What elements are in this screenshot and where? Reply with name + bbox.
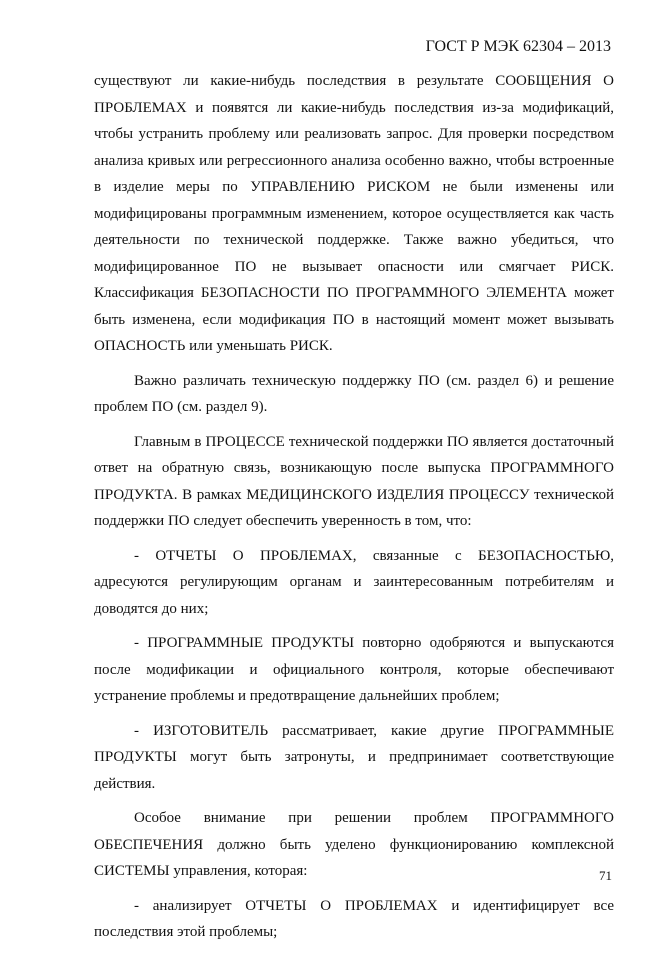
document-body [94,68,614,954]
list-item-reports: - ОТЧЕТЫ О ПРОБЛЕМАХ, связанные с БЕЗОПАСНОСТЬЮ, адресуются регулирующим органам и заинтересованным потребителям и доводятся до них; [94,547,614,617]
paragraph-distinction: Важно различать техническую поддержку ПО (см. раздел 6) и решение проблем ПО (см. раздел 9). [94,372,614,415]
page-number: 71 [599,868,612,883]
paragraph-special-attention: Особое внимание при решении проблем ПРОГРАММНОГО ОБЕСПЕЧЕНИЯ должно быть уделено функционированию комплексной СИСТЕМЫ управления, которая: [94,810,614,879]
list-item-manufacturer: - ИЗГОТОВИТЕЛЬ рассматривает, какие другие ПРОГРАММНЫЕ ПРОДУКТЫ могут быть затронуты, и предпринимает соответствующие действия. [94,722,614,792]
paragraph-continuation: существуют ли какие-нибудь последствия в результате СООБЩЕНИЯ О ПРОБЛЕМАХ и появятся ли какие-нибудь последствия из-за модификаций, чтобы устранить проблему или реализовать запрос. Для проверки посредством анализа кривых или регрессионного анализа особенно важно, чтобы встроенные в изделие меры по УПРАВЛЕНИЮ РИСКОМ не были изменены или модифицированы программным изменением, которое осуществляется как часть деятельности по технической поддержке. Также важно убедиться, что модифицированное ПО не вызывает опасности или смягчает РИСК. Классификация БЕЗОПАСНОСТИ ПО ПРОГРАММНОГО ЭЛЕМЕНТА может быть изменена, если модификация ПО в настоящий момент может вызывать ОПАСНОСТЬ или уменьшать РИСК. [94,73,614,354]
list-item-products: - ПРОГРАММНЫЕ ПРОДУКТЫ повторно одобряются и выпускаются после модификации и официального контроля, которые обеспечивают устранение проблемы и предотвращение дальнейших проблем; [94,635,614,704]
list-item-analyzes: - анализирует ОТЧЕТЫ О ПРОБЛЕМАХ и идентифицирует все последствия этой проблемы; [94,897,614,940]
document-header: ГОСТ Р МЭК 62304 – 2013 [425,38,611,55]
paragraph-main-process: Главным в ПРОЦЕССЕ технической поддержки ПО является достаточный ответ на обратную связь, возникающую после выпуска ПРОГРАММНОГО ПРОДУКТА. В рамках МЕДИЦИНСКОГО ИЗДЕЛИЯ ПРОЦЕССУ технической поддержки ПО следует обеспечить уверенность в том, что: [94,433,614,529]
